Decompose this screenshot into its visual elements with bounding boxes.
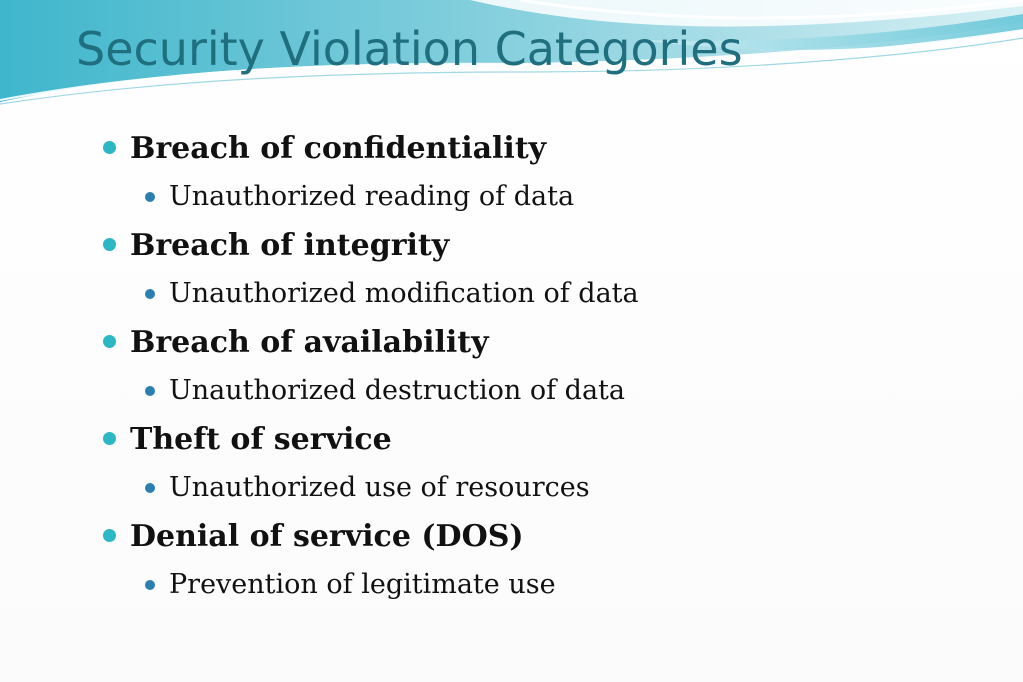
bullet-detail: Unauthorized use of resources (169, 472, 590, 503)
bullet-dot-icon (145, 289, 155, 299)
bullet-heading: Breach of integrity (130, 228, 450, 263)
sub-item-unauthorized-reading (100, 173, 980, 221)
bullet-dot-icon (103, 432, 116, 445)
list-item-breach-of-confidentiality (100, 124, 980, 173)
bullet-dot-icon (103, 238, 116, 251)
sub-item-unauthorized-modification (100, 270, 980, 318)
list-item-breach-of-integrity (100, 221, 980, 270)
bullet-dot-icon (145, 483, 155, 493)
list-item-breach-of-availability (100, 318, 980, 367)
bullet-heading: Breach of confidentiality (130, 131, 547, 166)
bullet-detail: Prevention of legitimate use (169, 569, 556, 600)
bullet-heading: Breach of availability (130, 325, 489, 360)
bullet-list (100, 124, 980, 609)
bullet-dot-icon (145, 192, 155, 202)
list-item-theft-of-service (100, 415, 980, 464)
bullet-detail: Unauthorized destruction of data (169, 375, 625, 406)
sub-item-prevention-of-legitimate-use (100, 561, 980, 609)
bullet-dot-icon (145, 580, 155, 590)
slide-title: Security Violation Categories (76, 22, 743, 76)
list-item-denial-of-service (100, 512, 980, 561)
bullet-dot-icon (103, 141, 116, 154)
bullet-heading: Denial of service (DOS) (130, 519, 524, 554)
bullet-dot-icon (103, 529, 116, 542)
bullet-heading: Theft of service (130, 422, 392, 457)
sub-item-unauthorized-use (100, 464, 980, 512)
sub-item-unauthorized-destruction (100, 367, 980, 415)
bullet-dot-icon (145, 386, 155, 396)
bullet-dot-icon (103, 335, 116, 348)
bullet-detail: Unauthorized modification of data (169, 278, 639, 309)
bullet-detail: Unauthorized reading of data (169, 181, 575, 212)
